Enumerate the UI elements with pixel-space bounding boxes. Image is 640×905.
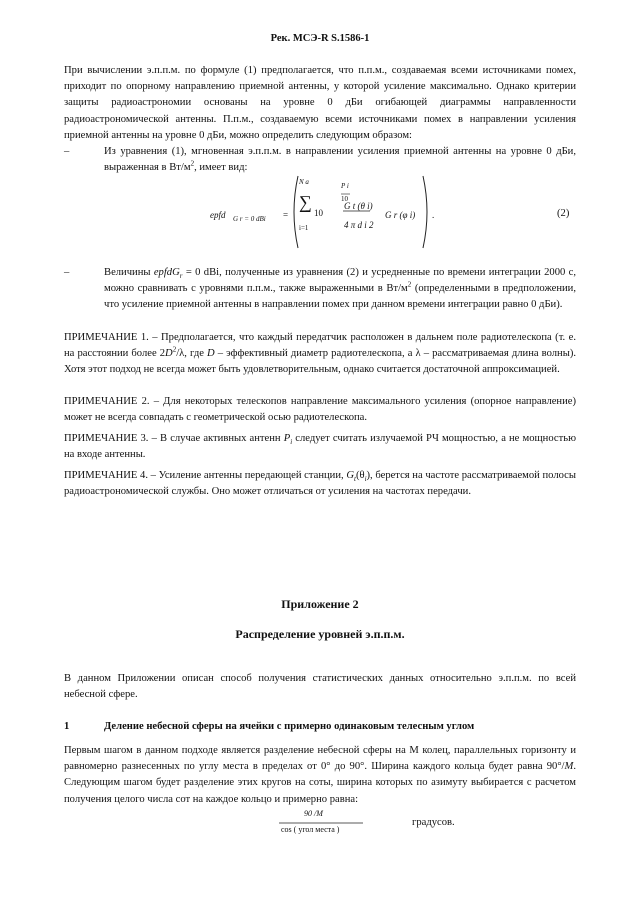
page-header: Рек. МСЭ-R S.1586-1 xyxy=(270,33,370,44)
eq-exp-den: 10 xyxy=(341,195,348,203)
eq-sum-bottom: i=1 xyxy=(299,224,309,232)
eq-lhs: epfd xyxy=(210,210,226,220)
eq-frac-num: G t (θ i) xyxy=(344,201,373,211)
eq-equals: = xyxy=(283,210,289,220)
eq-number: (2) xyxy=(557,208,570,219)
eq-gr: G r (φ i) xyxy=(385,210,416,220)
eq-lhs-sub: G r = 0 dBi xyxy=(233,215,266,223)
formula-fraction-line xyxy=(279,822,363,824)
formula-denominator: cos ( угол места ) xyxy=(281,825,340,834)
equation-2 xyxy=(0,168,640,252)
formula-numerator: 90 /M xyxy=(304,809,323,818)
note-4: ПРИМЕЧАНИЕ 4. – Усиление антенны передающей станции, $G_t(\theta_i)$, берется на частоте рассматриваемой полосы радиоастрономической службы. Оно может отличаться от усиления на частотах передачи. xyxy=(64,470,577,498)
note-1: ПРИМЕЧАНИЕ 1. – Предполагается, что каждый передатчик расположен в дальнем поле радиотелескопа (т. е. на расстоянии более $2D^2/\lambda$, где D – эффективный диаметр радиотелескопа, а λ – рассматриваемая длина волны). Хотя этот подход не всегда может быть удовлетворительным, однако считается достаточной аппроксимацией. xyxy=(64,332,576,376)
annex-title: Приложение 2 xyxy=(281,597,359,611)
annex-intro: В данном Приложении описан способ получения статистических данных относительно э.п.п.м. по всей небесной сфере. xyxy=(64,673,576,701)
section-text: Первым шагом в данном подходе является разделение небесной сферы на M колец, параллельных горизонту и равномерно разнесенных по углу места в пределах от 0° до 90°. Ширина каждого кольца будет равна 90°/M. Следующим шагом будет разделение этих кругов на соты, ширина которых по азимуту выбирается с расчетом получения целого числа сот на каждое кольцо и примерно равна: xyxy=(64,745,576,805)
annex-subtitle: Распределение уровней э.п.п.м. xyxy=(235,627,405,641)
formula-width xyxy=(0,805,640,845)
note-3: ПРИМЕЧАНИЕ 3. – В случае активных антенн $P_i$ следует считать излучаемой РЧ мощностью, а не мощностью на входе антенны. xyxy=(64,433,576,461)
section-number: 1 xyxy=(64,721,70,732)
note-2: ПРИМЕЧАНИЕ 2. – Для некоторых телескопов направление максимального усиления (опорное направление) может не всегда совпадать с геометрической осью радиотелескопа. xyxy=(64,396,576,424)
formula-unit: градусов. xyxy=(412,817,455,828)
eq-sum-top: N a xyxy=(299,178,309,186)
dash-bullet: – xyxy=(64,146,70,157)
eq-ten: 10 xyxy=(314,208,323,218)
section-title: Деление небесной сферы на ячейки с примерно одинаковым телесным углом xyxy=(104,721,475,732)
dash-bullet: – xyxy=(64,267,70,278)
paragraph-intro: При вычислении э.п.п.м. по формуле (1) предполагается, что п.п.м., создаваемая всеми источниками помех, приходит по опорному направлению приемной антенны, у которой усиление максимально. Однако критерии защиты радиоастрономии основаны на уровне 0 дБи огибающей диаграммы направленности радиоастрономической антенны. П.п.м., создаваемую всеми источниками помех в направлении усиления приемной антенны на уровне 0 дБи, можно определить следующим образом: xyxy=(64,65,576,141)
list-item-1: Из уравнения (1), мгновенная э.п.п.м. в направлении усиления приемной антенны на уровне 0 дБи, выраженная в $Вт/м^2$, имеет вид: xyxy=(104,146,576,174)
eq-frac-den: 4 π d i 2 xyxy=(344,220,374,230)
list-item-2: Величины epfdG$_r$ = 0 dBi, полученные из уравнения (2) и усредненные по времени интеграции 2000 с, можно сравнивать с уровнями п.п.м., также выраженными в $Вт/м^2$ (определенными в предположении, что усиление приемной антенны в направлении помех при данном времени интеграции равно 0 дБи). xyxy=(104,267,576,311)
eq-end: . xyxy=(432,210,435,220)
eq-exp-num: P i xyxy=(341,182,349,190)
eq-sum: ∑ xyxy=(299,192,312,212)
